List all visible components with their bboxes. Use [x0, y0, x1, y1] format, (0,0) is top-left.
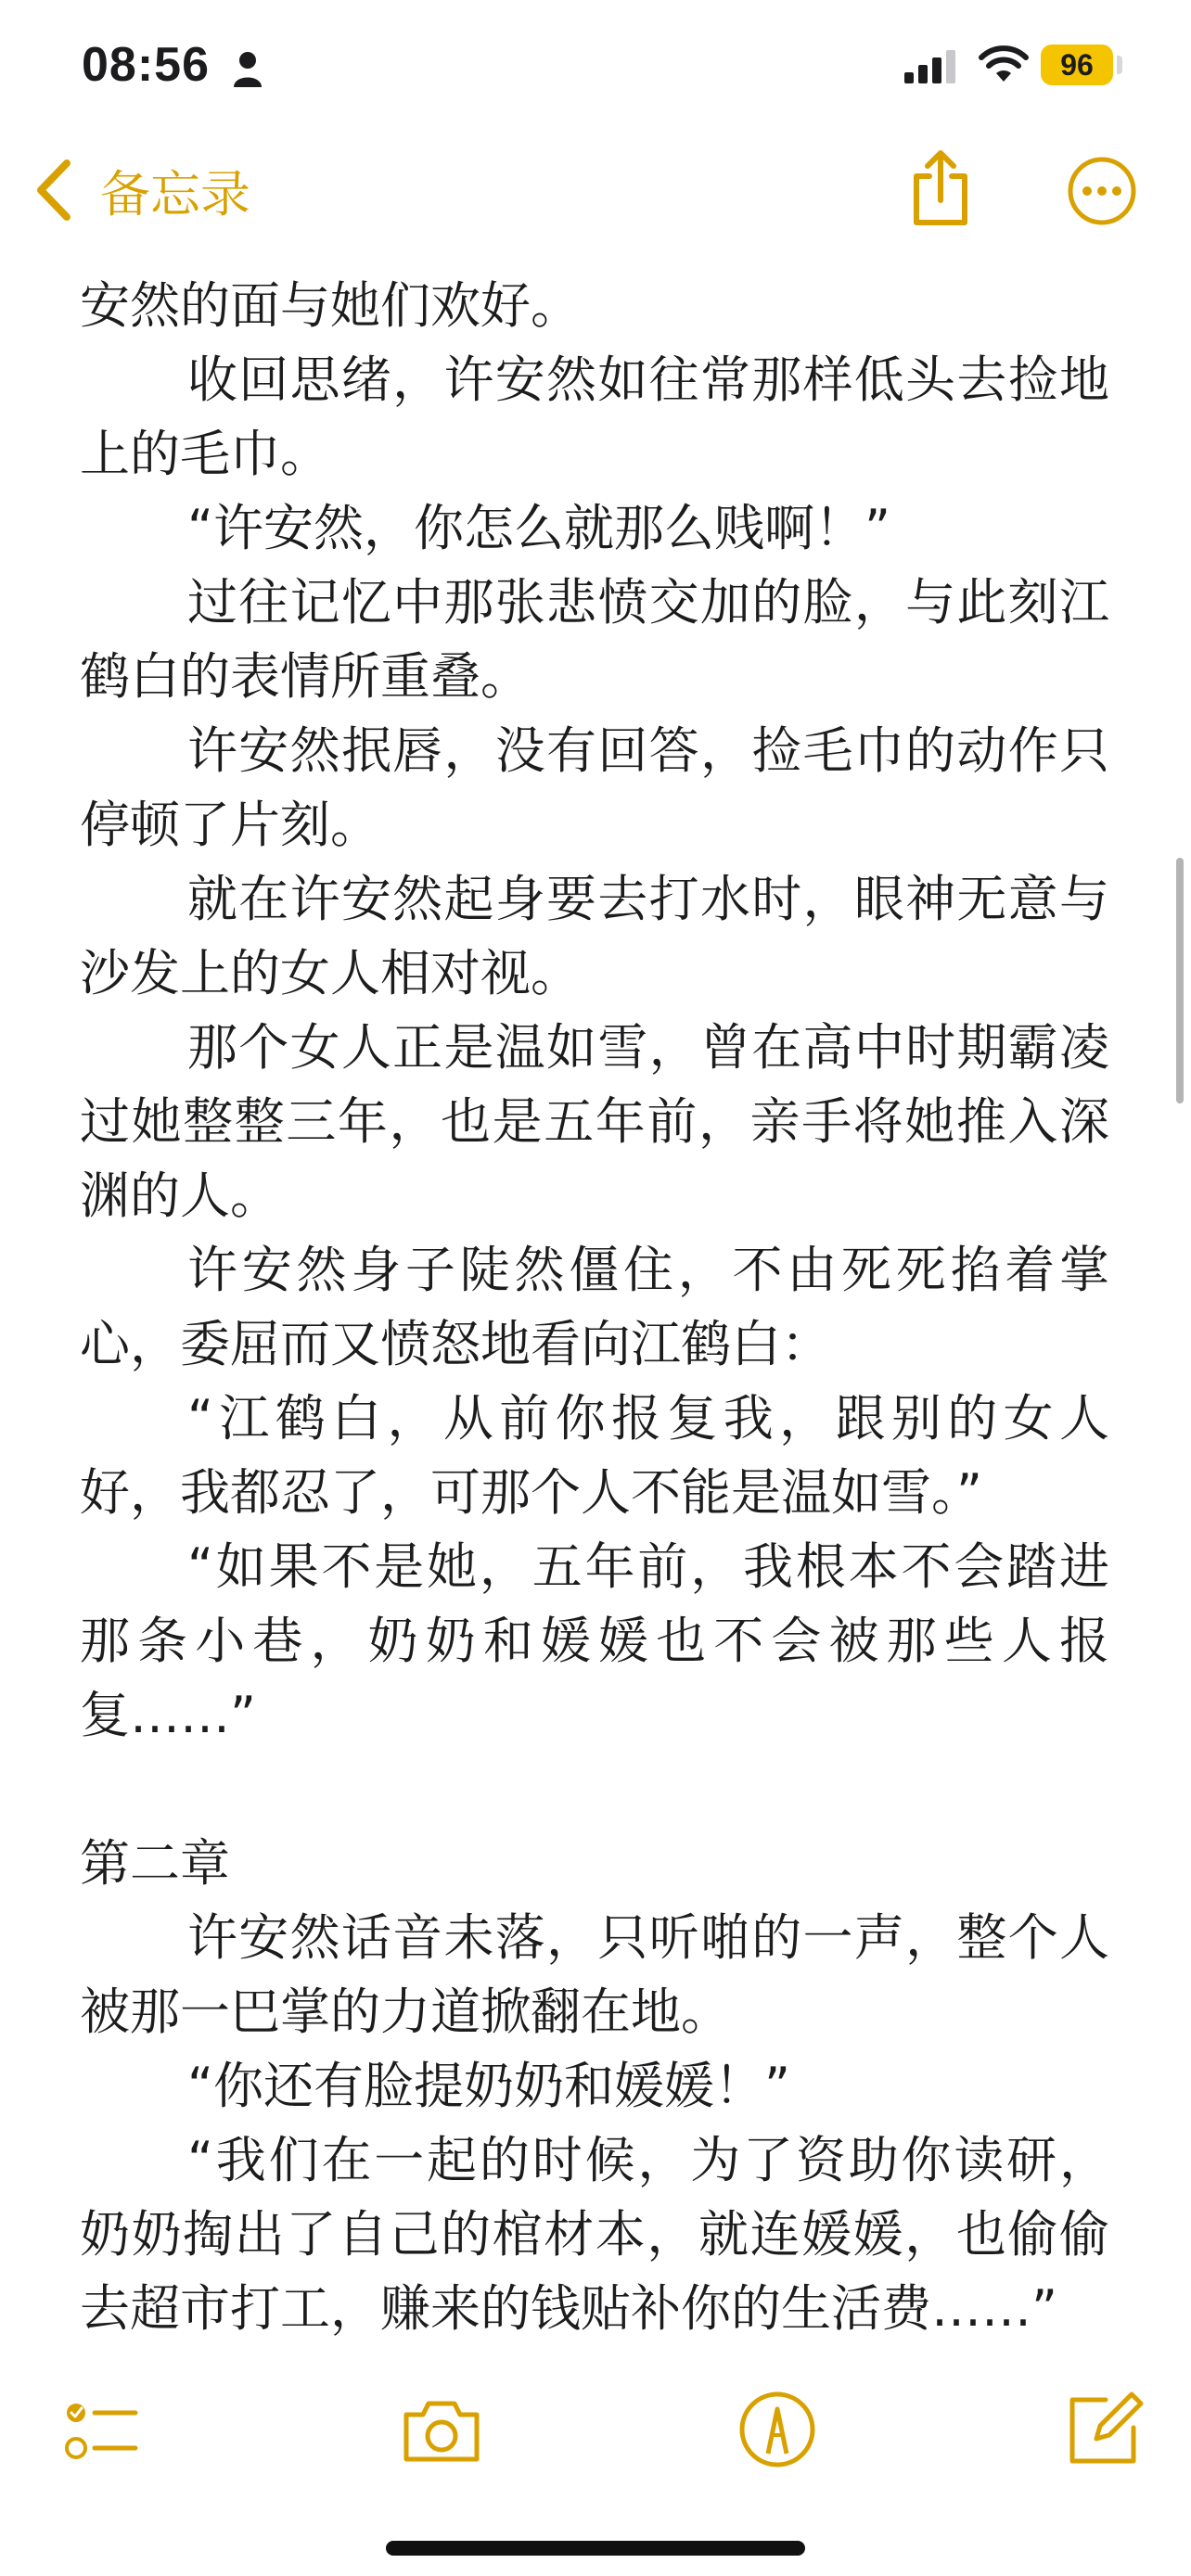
- chevron-left-icon: [33, 158, 74, 223]
- wifi-icon: [979, 45, 1029, 85]
- note-paragraph: 许安然身子陡然僵住，不由死死掐着掌心，委屈而又愤怒地看向江鹤白：: [80, 1241, 1109, 1373]
- markup-pen-icon[interactable]: [733, 2385, 822, 2474]
- note-paragraph: 许安然抿唇，没有回答，捡毛巾的动作只停顿了片刻。: [80, 721, 1109, 854]
- blank-line: [80, 1753, 1109, 1827]
- note-paragraph: “我们在一起的时候，为了资助你读研，奶奶掏出了自己的棺材本，就连媛媛，也偷偷去超市打工，赚来的钱贴补你的生活费……”: [80, 2131, 1109, 2338]
- back-button[interactable]: [33, 158, 250, 223]
- back-label: 备忘录: [100, 164, 250, 223]
- note-paragraph: 那个女人正是温如雪，曾在高中时期霸凌过她整整三年，也是五年前，亲手将她推入深渊的人。: [80, 1018, 1109, 1225]
- battery-cap: [1117, 56, 1122, 74]
- note-paragraph: 安然的面与她们欢好。: [80, 276, 581, 335]
- note-paragraph: “许安然，你怎么就那么贱啊！”: [187, 499, 890, 557]
- note-paragraph: 许安然话音未落，只听啪的一声，整个人被那一巴掌的力道掀翻在地。: [80, 1908, 1109, 2041]
- note-paragraph: “如果不是她，五年前，我根本不会踏进那条小巷，奶奶和媛媛也不会被那些人报复……”: [80, 1537, 1109, 1744]
- scroll-indicator[interactable]: [1176, 858, 1184, 1103]
- nav-bar: [0, 130, 1191, 250]
- compose-icon[interactable]: [1059, 2385, 1148, 2474]
- note-body[interactable]: [80, 269, 1109, 2346]
- chapter-heading: 第二章: [80, 1834, 230, 1893]
- more-icon[interactable]: [1067, 156, 1137, 226]
- note-paragraph: “江鹤白，从前你报复我，跟别的女人好，我都忍了，可那个人不能是温如雪。”: [80, 1389, 1109, 1522]
- note-paragraph: 收回思绪，许安然如往常那样低头去捡地上的毛巾。: [80, 351, 1109, 483]
- camera-icon[interactable]: [397, 2385, 486, 2474]
- note-paragraph: “你还有脸提奶奶和媛媛！”: [187, 2057, 790, 2115]
- battery-indicator: 96: [1041, 45, 1113, 85]
- cellular-signal-icon: [904, 50, 956, 83]
- share-icon[interactable]: [907, 148, 974, 228]
- status-time: 08:56: [82, 38, 210, 92]
- status-bar: [0, 0, 1191, 130]
- person-icon: [232, 50, 263, 87]
- note-paragraph: 就在许安然起身要去打水时，眼神无意与沙发上的女人相对视。: [80, 870, 1109, 1002]
- note-paragraph: 过往记忆中那张悲愤交加的脸，与此刻江鹤白的表情所重叠。: [80, 573, 1109, 706]
- home-indicator[interactable]: [386, 2541, 805, 2556]
- checklist-icon[interactable]: [58, 2385, 147, 2474]
